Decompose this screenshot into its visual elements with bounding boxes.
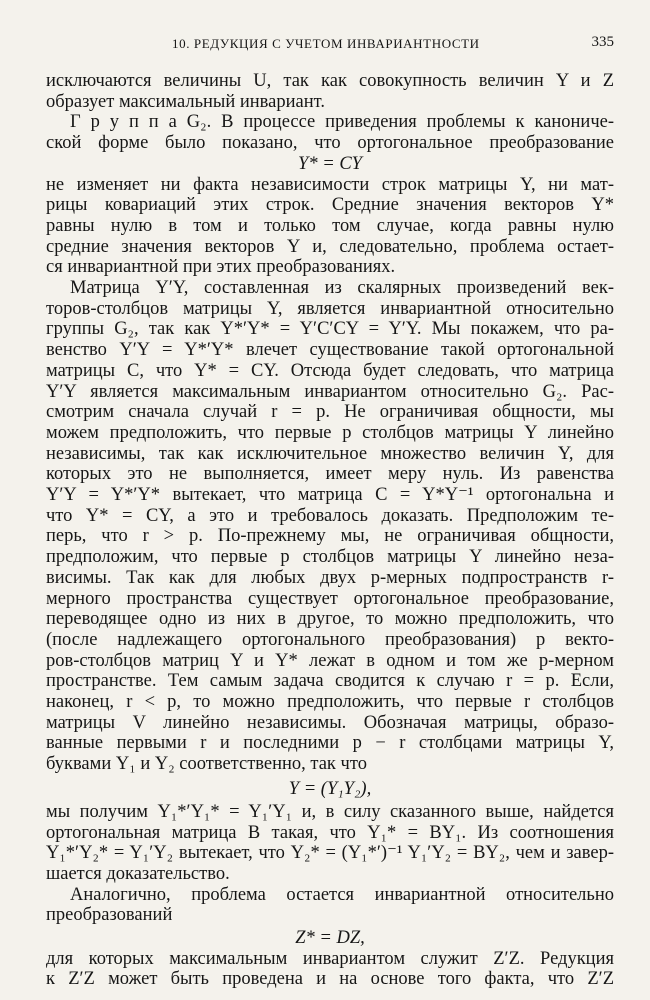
text-line: перь, что r > p. По-прежнему мы, не ограничивая общности,	[46, 526, 614, 547]
display-formula: Y = (Y₁Y₂),	[288, 778, 372, 799]
text-line: Y₁*′Y₂* = Y₁′Y₂ вытекает, что Y₂* = (Y₁*′)⁻¹ Y₁′Y₂ = BY₂, чем и завер-	[46, 843, 614, 864]
page-number: 335	[591, 34, 614, 50]
text-line: средние значения векторов Y и, следовательно, проблема остает-	[46, 236, 614, 257]
text-line: висимы. Так как для любых двух p-мерных подпространств r-	[46, 567, 614, 588]
text-line: которых это не выполняется, имеет меру нуль. Из равенства	[46, 464, 614, 485]
text-line: шается доказательство.	[46, 863, 230, 884]
text-line: венство Y′Y = Y*′Y* влечет существование такой ортогональной	[46, 340, 614, 361]
text-line: образует максимальный инвариант.	[46, 91, 325, 112]
text-line: Y′Y = Y*′Y* вытекает, что матрица C = Y*Y⁻¹ ортогональна и	[46, 485, 614, 505]
text-line: (после надлежащего ортогонального преобразования) p векто-	[46, 629, 614, 650]
text-line: мерного пространства существует ортогональное преобразование,	[46, 588, 614, 609]
text-line: наконец, r < p, то можно предположить, что первые r столбцов	[46, 692, 614, 712]
text-line: группы G₂, так как Y*′Y* = Y′C′CY = Y′Y. Мы покажем, что ра-	[46, 319, 614, 340]
text-line: не изменяет ни факта независимости строк матрицы Y, ни мат-	[46, 174, 614, 195]
display-formula: Y* = CY	[298, 153, 362, 174]
text-line: смотрим сначала случай r = p. Не ограничивая общности, мы	[46, 402, 614, 423]
text-line: Матрица Y′Y, составленная из скалярных произведений век-	[70, 278, 614, 298]
text-line: ров-столбцов матриц Y и Y* лежат в одном и том же p-мерном	[46, 650, 614, 671]
text-line: независимы, так как исключительное множество величин Y, для	[46, 443, 614, 464]
text-line: мы получим Y₁*′Y₁* = Y₁′Y₁ и, в силу сказанного выше, найдется	[46, 801, 614, 822]
text-line: предположим, что первые p столбцов матрицы Y линейно неза-	[46, 547, 614, 568]
text-line: для которых максимальным инвариантом служит Z′Z. Редукция	[46, 948, 614, 969]
page-header	[46, 36, 614, 56]
text-line: Аналогично, проблема остается инвариантной относительно	[70, 884, 614, 905]
text-line: преобразований	[46, 905, 173, 926]
text-line: матрицы V линейно независимы. Обозначая матрицы, образо-	[46, 712, 614, 733]
text-line: что Y* = CY, а это и требовалось доказать. Предположим те-	[46, 505, 614, 526]
text-line: к Z′Z может быть проведена и на основе того факта, что Z′Z	[46, 969, 614, 990]
display-formula: Z* = DZ,	[295, 927, 365, 948]
text-line: пространстве. Тем самым задача сводится к случаю r = p. Если,	[46, 671, 614, 692]
text-line: ся инвариантной при этих преобразованиях.	[46, 257, 396, 278]
text-line: можем предположить, что первые p столбцов матрицы Y линейно	[46, 422, 614, 443]
text-line: торов-столбцов матрицы Y, является инвариантной относительно	[46, 298, 614, 319]
text-line: ортогональная матрица B такая, что Y₁* = BY₁. Из соотношения	[46, 822, 614, 843]
text-line: Y′Y является максимальным инвариантом относительно G₂. Рас-	[46, 381, 614, 402]
text-line: матрицы C, что Y* = CY. Отсюда будет следовать, что матрица	[46, 360, 614, 381]
text-line: ванные первыми r и последними p − r столбцами матрицы Y,	[46, 733, 614, 754]
text-line: буквами Y₁ и Y₂ соответственно, так что	[46, 754, 367, 775]
text-line: исключаются величины U, так как совокупность величин Y и Z	[46, 71, 614, 91]
running-head: 10. РЕДУКЦИЯ С УЧЕТОМ ИНВАРИАНТНОСТИ	[172, 36, 480, 51]
text-line: рицы ковариаций этих строк. Средние значения векторов Y*	[46, 195, 614, 216]
text-line: ской форме было показано, что ортогональное преобразование	[46, 133, 614, 154]
text-line: переводящее одно из них в другое, то можно предположить, что	[46, 609, 614, 630]
text-line: Г р у п п а G₂. В процессе приведения проблемы к канониче-	[70, 112, 614, 133]
text-line: равны нулю в том и только том случае, когда равны нулю	[46, 215, 614, 236]
